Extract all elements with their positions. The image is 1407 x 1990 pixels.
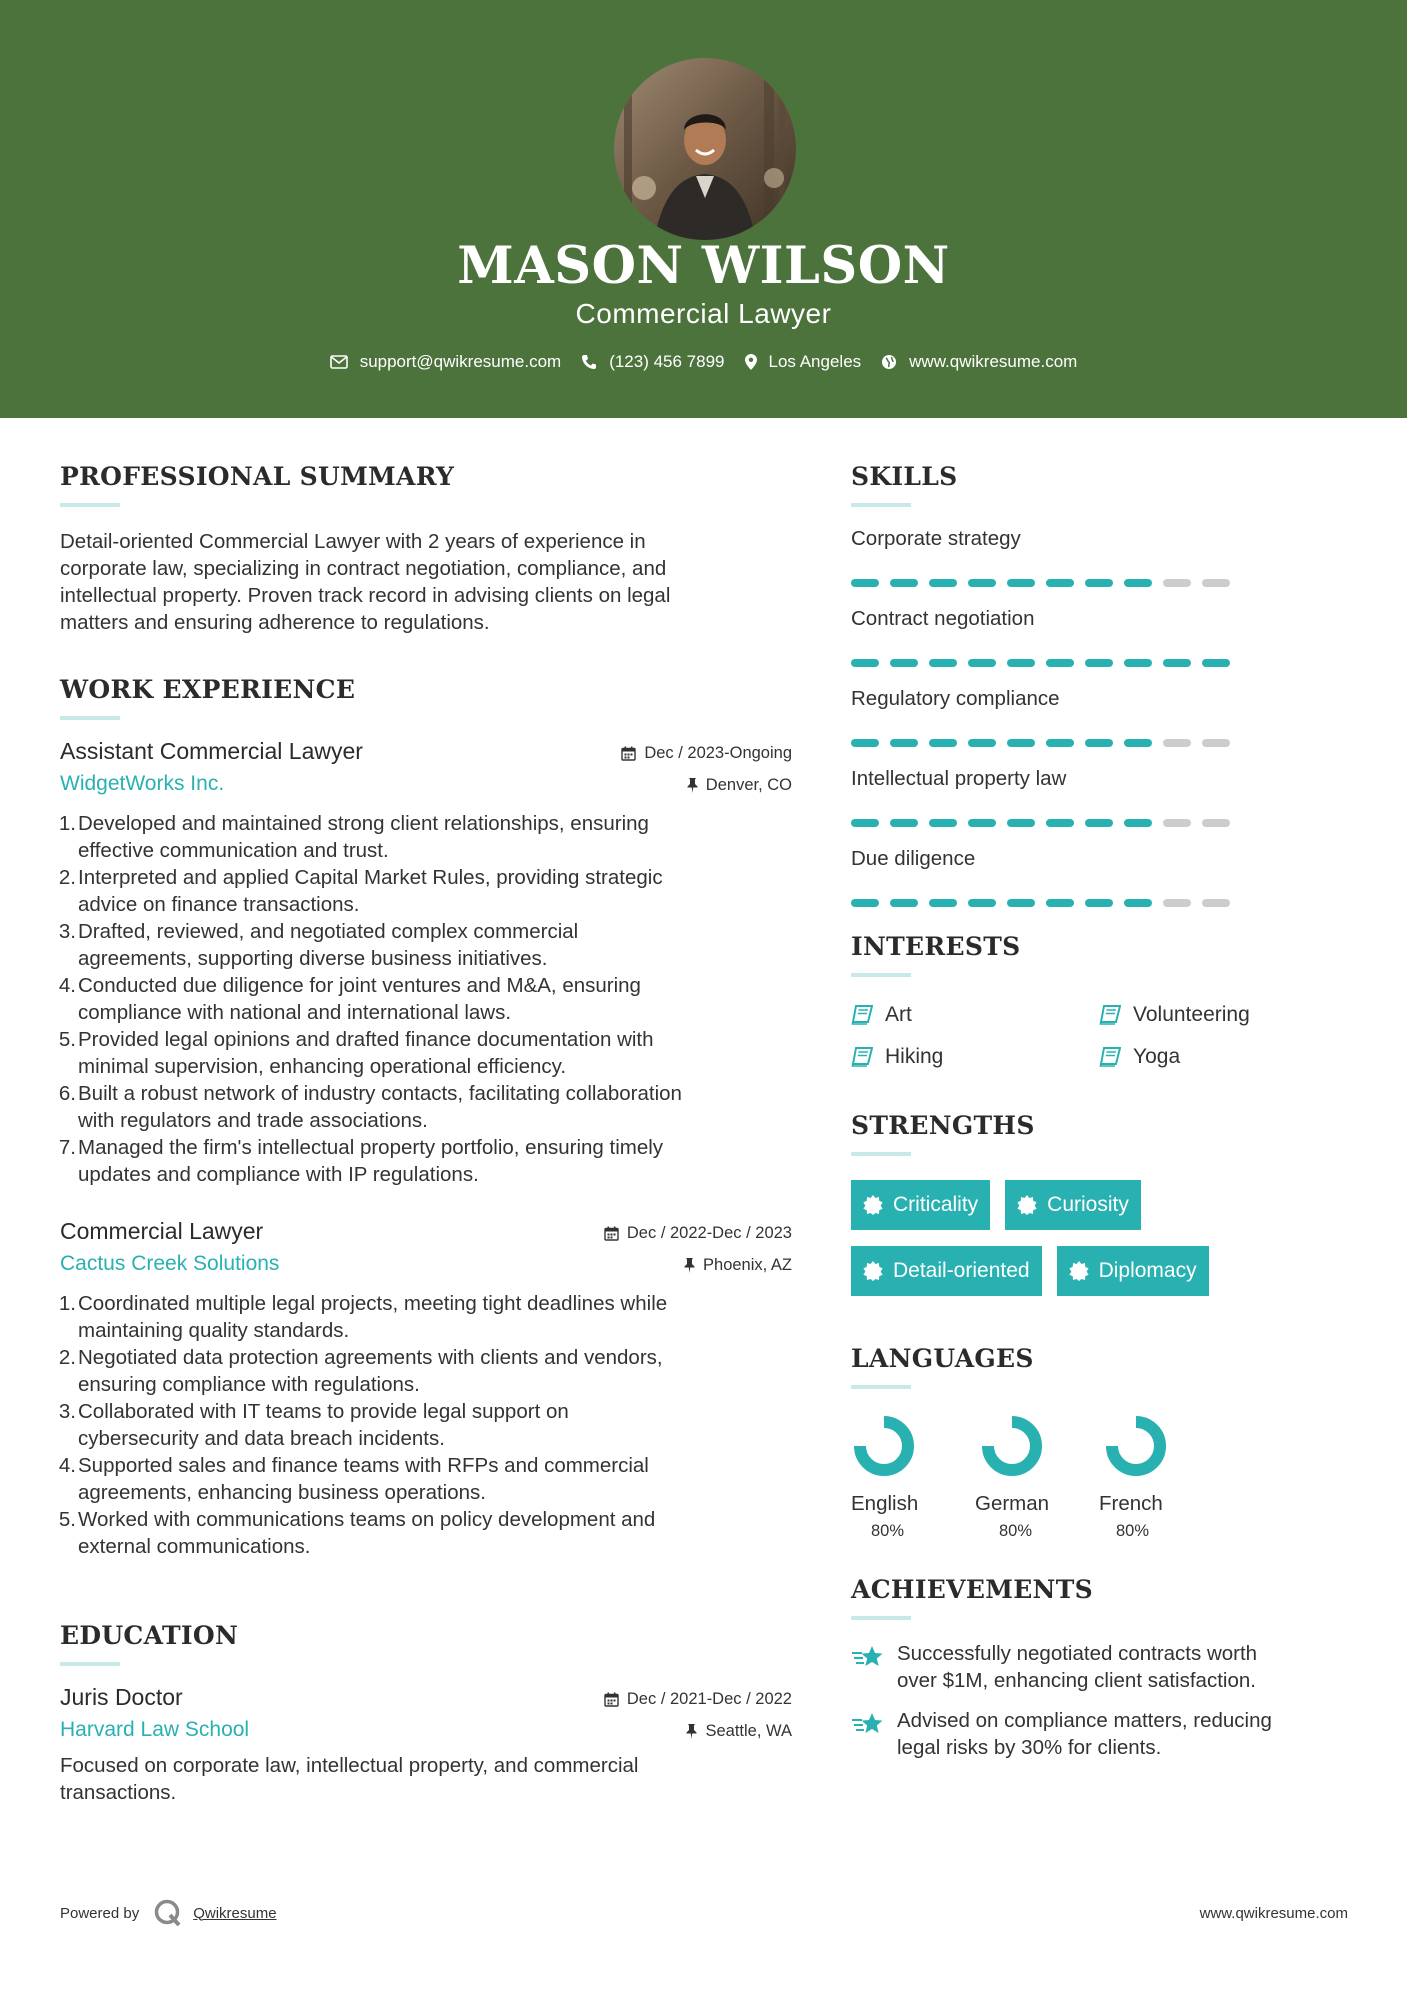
skill-segment-filled — [929, 819, 957, 827]
badge-icon — [1017, 1195, 1037, 1215]
skill-segment-filled — [890, 819, 918, 827]
heading-underline — [60, 503, 120, 507]
phone-icon — [581, 354, 597, 370]
badge-icon — [863, 1195, 883, 1215]
skill-segment-filled — [1124, 739, 1152, 747]
skill-segment-empty — [1163, 579, 1191, 587]
education-date-text: Dec / 2021-Dec / 2022 — [626, 1690, 792, 1708]
heading-underline — [60, 716, 120, 720]
skill-segment-filled — [1085, 899, 1113, 907]
education-location-text: Seattle, WA — [705, 1722, 792, 1740]
education-description: Focused on corporate law, intellectual property, and commercial transactions. — [60, 1754, 639, 1804]
book-icon — [851, 1047, 873, 1067]
skill-segment-filled — [1046, 819, 1074, 827]
duty-list — [60, 1290, 792, 1560]
skill-segment-filled — [890, 899, 918, 907]
job-date-text: Dec / 2022-Dec / 2023 — [626, 1224, 792, 1242]
contact-location — [745, 352, 862, 372]
progress-ring-icon — [979, 1413, 1045, 1479]
skill-segment-filled — [1007, 899, 1035, 907]
skill-segment-filled — [1124, 579, 1152, 587]
skill-segment-filled — [968, 819, 996, 827]
pushpin-icon — [687, 778, 698, 793]
list-item: 5. Worked with communications teams on policy development and external communications. — [58, 1508, 656, 1558]
skill-segment-filled — [890, 739, 918, 747]
skill-segment-filled — [1163, 659, 1191, 667]
summary-line: Detail-oriented Commercial Lawyer with 2 years of experience in — [60, 530, 646, 553]
skills-list — [851, 527, 1351, 907]
skill-name: Contract negotiation — [851, 607, 1035, 630]
interest-item: Volunteering — [1099, 1003, 1347, 1027]
powered-by-label: Powered by — [60, 1904, 140, 1922]
skill-segment-filled — [851, 579, 879, 587]
shooting-star-icon — [851, 1643, 885, 1671]
list-item: 3. Collaborated with IT teams to provide legal support on cybersecurity and data breach incidents. — [58, 1400, 569, 1450]
resume-header — [0, 0, 1407, 418]
skill-segment-empty — [1163, 739, 1191, 747]
skill-segment-empty — [1202, 899, 1230, 907]
left-column — [60, 462, 792, 1806]
skill-segment-filled — [1046, 899, 1074, 907]
languages-list — [851, 1413, 1351, 1541]
strengths-list — [851, 1180, 1331, 1312]
skill-segment-filled — [968, 899, 996, 907]
profile-photo — [614, 58, 796, 240]
contact-bar — [0, 352, 1407, 372]
skill-segment-filled — [851, 659, 879, 667]
experience-heading: WORK EXPERIENCE — [60, 675, 356, 704]
skill-segment-filled — [1124, 659, 1152, 667]
location-text: Los Angeles — [768, 352, 862, 371]
strengths-heading: STRENGTHS — [851, 1111, 1035, 1140]
strength-badge: Detail-oriented — [851, 1246, 1042, 1296]
skill-level-bar — [851, 579, 1351, 587]
skill-item — [851, 607, 1351, 667]
heading-underline — [851, 503, 911, 507]
skill-segment-filled — [890, 579, 918, 587]
school-name: Harvard Law School — [60, 1718, 250, 1741]
job-location — [687, 776, 792, 795]
globe-icon — [881, 354, 897, 370]
skill-name: Intellectual property law — [851, 767, 1067, 790]
book-icon — [851, 1005, 873, 1025]
skill-segment-filled — [1046, 579, 1074, 587]
education-section — [60, 1621, 792, 1806]
website-text: www.qwikresume.com — [909, 352, 1078, 371]
progress-ring-icon — [1103, 1413, 1169, 1479]
skill-segment-filled — [1085, 739, 1113, 747]
skill-segment-filled — [1007, 659, 1035, 667]
strength-badge: Curiosity — [1005, 1180, 1141, 1230]
skill-segment-empty — [1202, 739, 1230, 747]
list-item: 2. Negotiated data protection agreements with clients and vendors, ensuring compliance with regulations. — [58, 1346, 663, 1396]
strengths-section — [851, 1111, 1351, 1312]
skill-segment-filled — [929, 899, 957, 907]
languages-section — [851, 1344, 1351, 1541]
interests-grid — [851, 1003, 1351, 1069]
skill-segment-filled — [1046, 659, 1074, 667]
list-item: 3. Drafted, reviewed, and negotiated complex commercial agreements, supporting diverse business initiatives. — [58, 920, 579, 970]
summary-section — [60, 462, 792, 636]
education-location — [686, 1722, 792, 1741]
job-entry — [60, 1218, 792, 1560]
languages-heading: LANGUAGES — [851, 1344, 1034, 1373]
heading-underline — [851, 1616, 911, 1620]
skill-name: Regulatory compliance — [851, 687, 1060, 710]
skill-segment-filled — [851, 819, 879, 827]
interests-heading: INTERESTS — [851, 932, 1021, 961]
job-location-text: Phoenix, AZ — [703, 1256, 792, 1274]
skill-segment-filled — [1046, 739, 1074, 747]
skill-segment-filled — [1085, 659, 1113, 667]
summary-line: intellectual property. Proven track record in advising clients on legal — [60, 584, 671, 607]
calendar-icon — [621, 746, 636, 761]
job-entry — [60, 738, 792, 1188]
achievements-section — [851, 1575, 1351, 1761]
job-date — [621, 744, 792, 763]
skills-section — [851, 462, 1351, 907]
strength-badge: Diplomacy — [1057, 1246, 1209, 1296]
job-date-text: Dec / 2023-Ongoing — [644, 744, 792, 762]
progress-ring-icon — [851, 1413, 917, 1479]
skill-segment-filled — [1085, 579, 1113, 587]
skill-item — [851, 767, 1351, 827]
achievement-item: Advised on compliance matters, reducing legal risks by 30% for clients. — [851, 1707, 1351, 1761]
job-location — [684, 1256, 792, 1275]
skill-segment-filled — [929, 579, 957, 587]
skill-segment-filled — [851, 899, 879, 907]
skill-name: Corporate strategy — [851, 527, 1021, 550]
list-item: 2. Interpreted and applied Capital Market Rules, providing strategic advice on finance transactions. — [58, 866, 663, 916]
company-name: WidgetWorks Inc. — [60, 772, 225, 795]
skill-level-bar — [851, 659, 1351, 667]
job-title: Commercial Lawyer — [575, 298, 832, 329]
list-item: 6. Built a robust network of industry contacts, facilitating collaboration with regulators and trade associations. — [58, 1082, 682, 1132]
footer-website-link[interactable]: www.qwikresume.com — [1199, 1905, 1348, 1922]
strength-badge: Criticality — [851, 1180, 990, 1230]
skill-segment-filled — [929, 659, 957, 667]
interest-item: Art — [851, 1003, 1099, 1027]
skill-segment-filled — [968, 579, 996, 587]
envelope-icon — [330, 355, 348, 369]
skill-segment-filled — [1124, 819, 1152, 827]
job-role: Commercial Lawyer — [60, 1218, 264, 1244]
language-item: French 80% — [1099, 1413, 1223, 1541]
contact-website[interactable] — [881, 352, 1077, 372]
skill-segment-filled — [929, 739, 957, 747]
skill-segment-filled — [890, 659, 918, 667]
skill-segment-empty — [1163, 819, 1191, 827]
badge-icon — [1069, 1261, 1089, 1281]
degree-name: Juris Doctor — [60, 1684, 183, 1710]
right-column — [851, 462, 1351, 1761]
heading-underline — [60, 1662, 120, 1666]
candidate-name: MASON WILSON — [457, 236, 950, 296]
skill-item — [851, 687, 1351, 747]
contact-email[interactable] — [330, 352, 562, 372]
list-item: 5. Provided legal opinions and drafted finance documentation with minimal supervision, enhancing operational efficiency. — [58, 1028, 654, 1078]
email-text: support@qwikresume.com — [359, 352, 562, 371]
list-item: 7. Managed the firm's intellectual property portfolio, ensuring timely updates and compliance with IP regulations. — [58, 1136, 664, 1186]
pushpin-icon — [684, 1258, 695, 1273]
education-date — [604, 1690, 792, 1709]
skill-segment-filled — [1124, 899, 1152, 907]
interests-section — [851, 932, 1351, 1069]
education-heading: EDUCATION — [60, 1621, 239, 1650]
skill-name: Due diligence — [851, 847, 976, 870]
skill-segment-empty — [1202, 819, 1230, 827]
phone-text: (123) 456 7899 — [609, 352, 725, 371]
footer-brand-link[interactable]: Qwikresume — [193, 1904, 277, 1922]
skill-level-bar — [851, 739, 1351, 747]
list-item: 1. Developed and maintained strong client relationships, ensuring effective communication and trust. — [58, 812, 649, 862]
achievement-item: Successfully negotiated contracts worth over $1M, enhancing client satisfaction. — [851, 1640, 1351, 1694]
company-name: Cactus Creek Solutions — [60, 1252, 280, 1275]
education-entry — [60, 1684, 792, 1806]
skill-segment-filled — [968, 659, 996, 667]
job-date — [604, 1224, 792, 1243]
skill-segment-filled — [1007, 739, 1035, 747]
skill-segment-empty — [1163, 899, 1191, 907]
footer-powered-by — [60, 1898, 277, 1928]
interest-item: Yoga — [1099, 1045, 1347, 1069]
job-location-text: Denver, CO — [705, 776, 792, 794]
interest-item: Hiking — [851, 1045, 1099, 1069]
list-item: 4. Conducted due diligence for joint ventures and M&A, ensuring compliance with national and international laws. — [58, 974, 641, 1024]
skills-heading: SKILLS — [851, 462, 958, 491]
calendar-icon — [604, 1226, 619, 1241]
map-pin-icon — [745, 354, 757, 370]
skill-segment-filled — [1085, 819, 1113, 827]
skill-level-bar — [851, 899, 1351, 907]
summary-text — [60, 528, 792, 636]
summary-heading: PROFESSIONAL SUMMARY — [60, 462, 455, 491]
contact-phone[interactable] — [581, 352, 724, 372]
list-item: 4. Supported sales and finance teams with RFPs and commercial agreements, enhancing business operations. — [58, 1454, 649, 1504]
book-icon — [1099, 1047, 1121, 1067]
job-role: Assistant Commercial Lawyer — [60, 738, 363, 764]
summary-line: matters and ensuring adherence to regulations. — [60, 611, 490, 634]
heading-underline — [851, 1152, 911, 1156]
achievements-heading: ACHIEVEMENTS — [851, 1575, 1093, 1604]
skill-item — [851, 847, 1351, 907]
skill-segment-filled — [1007, 579, 1035, 587]
skill-level-bar — [851, 819, 1351, 827]
book-icon — [1099, 1005, 1121, 1025]
badge-icon — [863, 1261, 883, 1281]
language-item: German 80% — [975, 1413, 1099, 1541]
heading-underline — [851, 973, 911, 977]
summary-line: corporate law, specializing in contract negotiation, compliance, and — [60, 557, 667, 580]
language-item: English 80% — [851, 1413, 975, 1541]
skill-segment-filled — [1202, 659, 1230, 667]
qwikresume-logo-icon — [153, 1898, 183, 1928]
skill-segment-filled — [968, 739, 996, 747]
duty-list — [60, 810, 792, 1188]
pushpin-icon — [686, 1724, 697, 1739]
skill-item — [851, 527, 1351, 587]
shooting-star-icon — [851, 1710, 885, 1738]
list-item: 1. Coordinated multiple legal projects, meeting tight deadlines while maintaining quality standards. — [58, 1292, 668, 1342]
skill-segment-empty — [1202, 579, 1230, 587]
heading-underline — [851, 1385, 911, 1389]
skill-segment-filled — [1007, 819, 1035, 827]
skill-segment-filled — [851, 739, 879, 747]
experience-section — [60, 675, 792, 1560]
calendar-icon — [604, 1692, 619, 1707]
